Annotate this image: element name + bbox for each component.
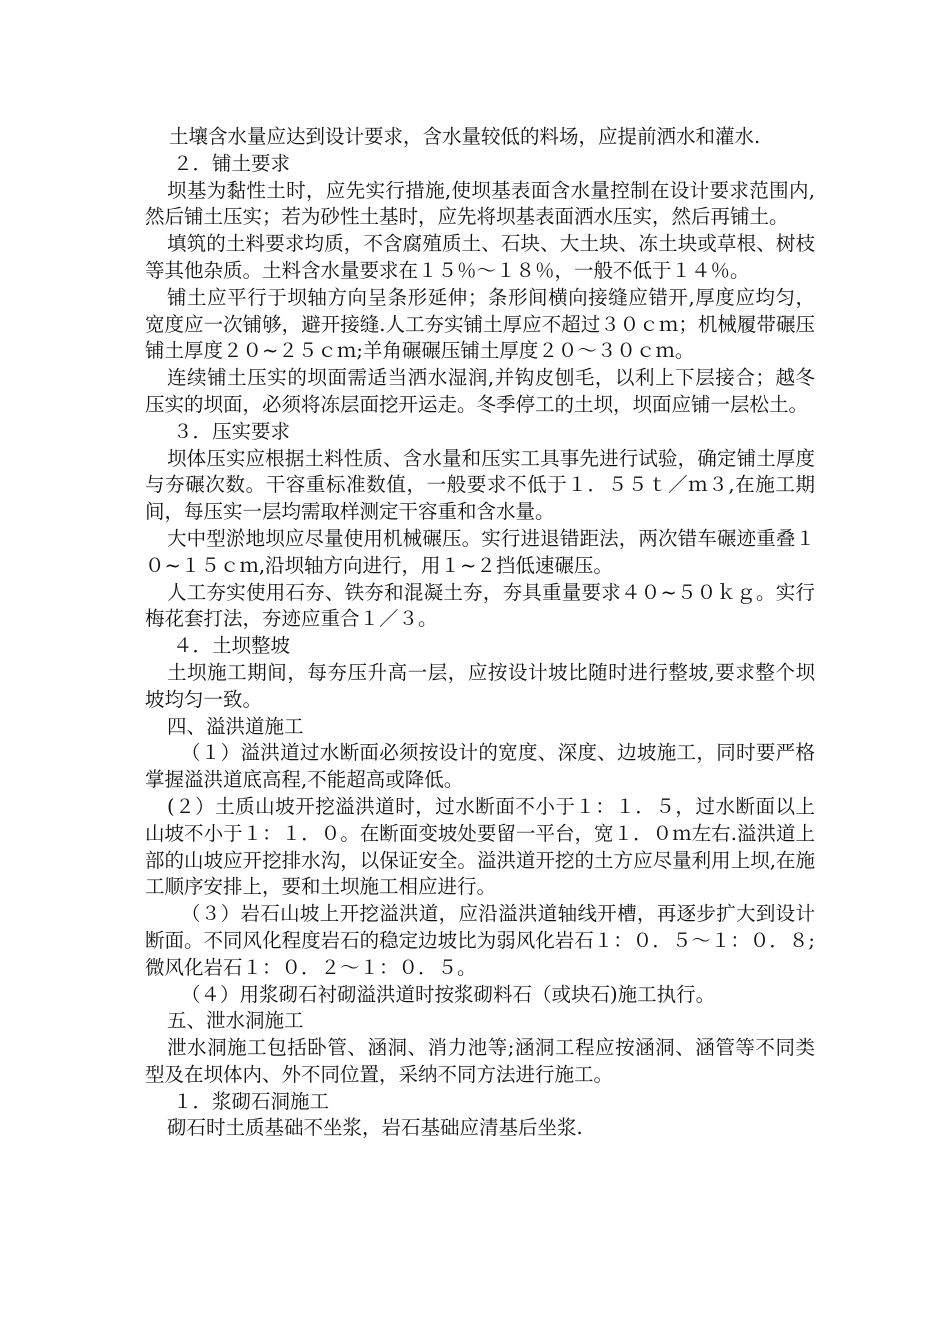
paragraph-spillway-3: （３）岩石山坡上开挖溢洪道，应沿溢洪道轴线开槽，再逐步扩大到设计断面。不同风化程度岩石的稳定边坡比为弱风化岩石１：０．５～１：０．８;微风化岩石１：０．２～１：０．５。 (145, 902, 815, 979)
paragraph-manual-tamping: 人工夯实使用石夯、铁夯和混凝土夯，夯具重量要求４０~５０ｋｇ。实行梅花套打法，夯迹应重合１／３。 (145, 580, 815, 631)
heading-compaction: ３．压实要求 (173, 419, 291, 443)
paragraph-dam-foundation: 坝基为黏性土时，应先实行措施,使坝基表面含水量控制在设计要求范围内,然后铺土压实；若为砂性土基时，应先将坝基表面洒水压实，然后再铺土。 (145, 178, 815, 229)
paragraph-outlet-tunnel: 泄水洞施工包括卧管、涵洞、消力池等;涵洞工程应按涵洞、涵管等不同类型及在坝体内、外不同位置，采纳不同方法进行施工。 (145, 1036, 815, 1086)
paragraph-fill-material: 填筑的土料要求均质，不含腐殖质土、石块、大土块、冻土块或草根、树枝等其他杂质。土料含水量要求在１５％～１８％，一般不低于１４％。 (145, 232, 815, 282)
paragraph-compaction-test: 坝体压实应根据土料性质、含水量和压实工具事先进行试验，确定铺土厚度与夯碾次数。干容重标准数值，一般要求不低于１．５５ｔ／ｍ３,在施工期间，每压实一层均需取样测定干容重和含水量。 (145, 446, 815, 524)
heading-masonry-tunnel: １．浆砌石洞施工 (173, 1089, 330, 1113)
paragraph-mechanical-rolling: 大中型淤地坝应尽量使用机械碾压。实行进退错距法，两次错车碾迹重叠１０~１５ｃｍ,沿坝轴方向进行，用１~２挡低速碾压。 (145, 526, 815, 577)
paragraph-spillway-2: (２）土质山坡开挖溢洪道时，过水断面不小于１：１．５，过水断面以上山坡不小于１：１．０。在断面变坡处要留一平台，宽１．０ｍ左右.溢洪道上部的山坡应开挖排水沟，以保证安全。溢洪道开挖的土方应尽量利用上坝,在施工顺序安排上，要和土坝施工相应进行。 (145, 794, 815, 899)
heading-slope-trimming: ４．土坝整坡 (173, 634, 291, 658)
paragraph-continuous-spreading: 连续铺土压实的坝面需适当洒水湿润,并钩皮刨毛，以利上下层接合；越冬压实的坝面，必须将冻层面挖开运走。冬季停工的土坝，坝面应铺一层松土。 (145, 366, 815, 416)
paragraph-spillway-4: （４）用浆砌石衬砌溢洪道时按浆砌料石（或块石)施工执行。 (181, 982, 716, 1006)
heading-spillway: 四、溢洪道施工 (167, 714, 304, 738)
heading-outlet-tunnel: 五、泄水洞施工 (167, 1009, 304, 1033)
paragraph-spreading-thickness: 铺土应平行于坝轴方向呈条形延伸；条形间横向接缝应错开,厚度应均匀，宽度应一次铺够，避开接缝.人工夯实铺土厚应不超过３０ｃｍ；机械履带碾压铺土厚度２０~２５ｃｍ;羊角碾碾压铺土厚度２０～３０ｃｍ。 (145, 285, 815, 363)
paragraph-slope-trimming: 土坝施工期间，每夯压升高一层，应按设计坡比随时进行整坡,要求整个坝坡均匀一致。 (145, 660, 815, 711)
paragraph-spillway-1: （１）溢洪道过水断面必须按设计的宽度、深度、边坡施工，同时要严格掌握溢洪道底高程,不能超高或降低。 (145, 741, 815, 792)
document-body (145, 124, 815, 1142)
paragraph-soil-moisture: 土壤含水量应达到设计要求，含水量较低的料场，应提前洒水和灌水. (169, 125, 761, 148)
paragraph-masonry: 砌石时土质基础不坐浆，岩石基础应清基后坐浆. (167, 1116, 583, 1140)
heading-soil-spreading: ２．铺土要求 (173, 151, 291, 175)
